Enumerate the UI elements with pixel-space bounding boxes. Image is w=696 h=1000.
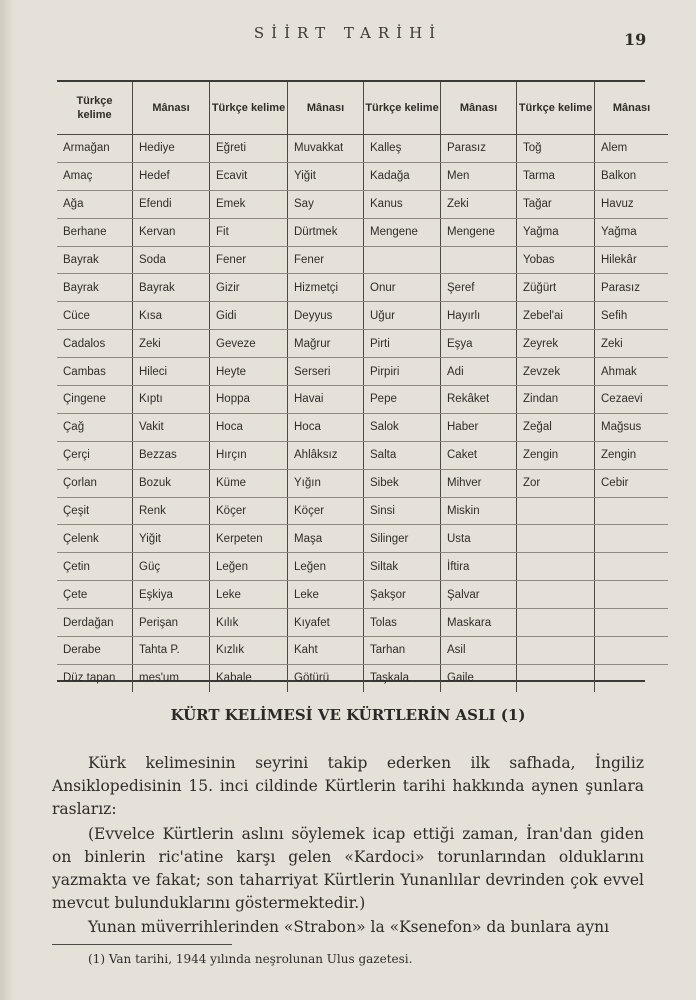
table-cell: Zevzek [517, 358, 595, 386]
table-cell: Usta [441, 525, 517, 553]
table-cell: Kılık [210, 609, 288, 637]
table-row [57, 469, 668, 497]
table-cell: Eşya [441, 330, 517, 358]
table-cell: Sibek [364, 469, 441, 497]
table-cell: Ahlâksız [288, 441, 364, 469]
table-cell: Zeki [441, 190, 517, 218]
table-cell: Leke [288, 581, 364, 609]
table-cell: Onur [364, 274, 441, 302]
table-cell: Çingene [57, 386, 133, 414]
table-cell: Çorlan [57, 469, 133, 497]
table-row [57, 330, 668, 358]
table-cell [595, 497, 669, 525]
table-cell: Pirpiri [364, 358, 441, 386]
running-title: SİİRT TARİHİ [253, 24, 443, 42]
table-cell [595, 609, 669, 637]
table-cell: Köçer [288, 497, 364, 525]
table-cell: Haber [441, 413, 517, 441]
table-cell: Silinger [364, 525, 441, 553]
table-cell: Emek [210, 190, 288, 218]
table-cell: Zengin [517, 441, 595, 469]
table-cell: Maşa [288, 525, 364, 553]
table-cell: Zindan [517, 386, 595, 414]
table-cell: Zeki [133, 330, 210, 358]
table-cell [517, 637, 595, 665]
table-header-cell: Türkçe kelime [364, 82, 441, 135]
table-header-row [57, 82, 668, 135]
table-cell: Bayrak [133, 274, 210, 302]
table-cell: Zengin [595, 441, 669, 469]
table-cell: Derabe [57, 637, 133, 665]
table-cell: Fener [288, 246, 364, 274]
table-cell: Uğur [364, 302, 441, 330]
table-cell: Yiğit [288, 162, 364, 190]
table-cell: Kadağa [364, 162, 441, 190]
table-cell: Hoppa [210, 386, 288, 414]
table-cell: Şeref [441, 274, 517, 302]
table-cell: Çelenk [57, 525, 133, 553]
table-cell [595, 637, 669, 665]
table-cell: Zeyrek [517, 330, 595, 358]
table-cell: Soda [133, 246, 210, 274]
table-cell: Gizir [210, 274, 288, 302]
table-row [57, 162, 668, 190]
table-row [57, 525, 668, 553]
table-cell: Leke [210, 581, 288, 609]
table-cell: Mihver [441, 469, 517, 497]
table-cell: Yobas [517, 246, 595, 274]
table-cell: Perişan [133, 609, 210, 637]
table-cell: Tarma [517, 162, 595, 190]
table-cell: Efendi [133, 190, 210, 218]
table-cell: Kalleş [364, 135, 441, 163]
table-cell: Amaç [57, 162, 133, 190]
table-cell: Deyyus [288, 302, 364, 330]
table-cell: Miskin [441, 497, 517, 525]
table-cell: Tağar [517, 190, 595, 218]
table-cell: Berhane [57, 218, 133, 246]
table-cell: Cadalos [57, 330, 133, 358]
table-cell: Rekâket [441, 386, 517, 414]
table-cell: Zeki [595, 330, 669, 358]
table-cell: Hediye [133, 135, 210, 163]
table-cell: Toğ [517, 135, 595, 163]
table-cell [517, 497, 595, 525]
table-cell: Siltak [364, 553, 441, 581]
table-row [57, 302, 668, 330]
table-cell: Kabale [210, 664, 288, 691]
table-header-cell: Türkçe kelime [210, 82, 288, 135]
table-cell: Kerpeten [210, 525, 288, 553]
table-cell: Cezaevi [595, 386, 669, 414]
footnote-divider [52, 944, 232, 945]
table-cell: Zor [517, 469, 595, 497]
table-cell: Mengene [441, 218, 517, 246]
table-cell: Kaht [288, 637, 364, 665]
table-header-cell: Mânası [595, 82, 669, 135]
table-cell: Kıptı [133, 386, 210, 414]
table-cell: Adi [441, 358, 517, 386]
table-row [57, 413, 668, 441]
table-cell: Bayrak [57, 274, 133, 302]
table-cell: Eğreti [210, 135, 288, 163]
table-header-cell: Mânası [133, 82, 210, 135]
table-cell: Sefih [595, 302, 669, 330]
table-cell [595, 553, 669, 581]
table-cell: Vakit [133, 413, 210, 441]
table-cell: Hilekâr [595, 246, 669, 274]
table-row [57, 218, 668, 246]
table-cell: Tahta P. [133, 637, 210, 665]
table-cell: Çetin [57, 553, 133, 581]
table-row [57, 664, 668, 691]
table-cell: Maskara [441, 609, 517, 637]
table-cell: Çete [57, 581, 133, 609]
table-cell: Eşkiya [133, 581, 210, 609]
table-cell: Cambas [57, 358, 133, 386]
table-cell: Ahmak [595, 358, 669, 386]
table-cell: Şalvar [441, 581, 517, 609]
table-cell: Renk [133, 497, 210, 525]
table-cell: Men [441, 162, 517, 190]
table-cell: Say [288, 190, 364, 218]
table-cell: Yağma [517, 218, 595, 246]
table-cell: Dürtmek [288, 218, 364, 246]
table-cell: Parasız [595, 274, 669, 302]
table-cell: Leğen [288, 553, 364, 581]
table-header-cell: Türkçe kelime [57, 82, 133, 135]
table-cell: Hoca [288, 413, 364, 441]
table-cell: Çağ [57, 413, 133, 441]
section-heading: KÜRT KELİMESİ VE KÜRTLERİN ASLI (1) [170, 706, 526, 724]
table-cell [595, 581, 669, 609]
table-row [57, 609, 668, 637]
table-cell: Hırçın [210, 441, 288, 469]
table-cell: Parasız [441, 135, 517, 163]
table-cell: Kızlık [210, 637, 288, 665]
table-cell: Küme [210, 469, 288, 497]
table-cell: Hedef [133, 162, 210, 190]
table-row [57, 637, 668, 665]
paragraph-2: (Evvelce Kürtlerin aslını söylemek icap ettiği zaman, İran'dan giden on binlerin ric'atine karşı gelen «Kardoci» torunlarından olduklarını yazmakta ve fakat; son taharriyat Kürtlerin Yunanlılar devrinden çok evvel mevcut bulunduklarını göstermektedir.) [52, 825, 644, 912]
table-cell: Kıyafet [288, 609, 364, 637]
table-header-cell: Türkçe kelime [517, 82, 595, 135]
table-cell: Bayrak [57, 246, 133, 274]
table-cell: mes'um [133, 664, 210, 691]
table-cell: Cüce [57, 302, 133, 330]
table-cell: Armağan [57, 135, 133, 163]
table-cell: Kanus [364, 190, 441, 218]
table-cell: Alem [595, 135, 669, 163]
table-row [57, 358, 668, 386]
table-cell: Bozuk [133, 469, 210, 497]
table-cell: Heyte [210, 358, 288, 386]
table-cell: Derdağan [57, 609, 133, 637]
table-cell: Sinsi [364, 497, 441, 525]
table-cell [517, 553, 595, 581]
table-row [57, 386, 668, 414]
table-cell: Çerçi [57, 441, 133, 469]
paragraph-1: Kürk kelimesinin seyrini takip ederken ilk safhada, İngiliz Ansiklopedisinin 15. inci cildinde Kürtlerin tarihi hakkında aynen şunlara raslarız: [52, 754, 644, 818]
table-cell: Ecavit [210, 162, 288, 190]
table-cell [364, 246, 441, 274]
table-cell: Çeşit [57, 497, 133, 525]
table-cell: Serseri [288, 358, 364, 386]
table-cell: Asil [441, 637, 517, 665]
table-cell [517, 525, 595, 553]
table-cell: Kervan [133, 218, 210, 246]
table-cell: Zeğal [517, 413, 595, 441]
table-cell: Ağa [57, 190, 133, 218]
table-cell: Yağma [595, 218, 669, 246]
table-cell: Leğen [210, 553, 288, 581]
table-cell: İftira [441, 553, 517, 581]
table-row [57, 553, 668, 581]
table-cell [517, 664, 595, 691]
table-cell: Züğürt [517, 274, 595, 302]
table-cell: Pepe [364, 386, 441, 414]
table-cell: Yiğit [133, 525, 210, 553]
table-header-cell: Mânası [288, 82, 364, 135]
table-cell [517, 581, 595, 609]
table-cell: Şakşor [364, 581, 441, 609]
table-cell: Caket [441, 441, 517, 469]
page-gutter-shadow [0, 0, 14, 1000]
table-cell: Düz tapan [57, 664, 133, 691]
paragraph-3: Yunan müverrihlerinden «Strabon» la «Ksenefon» da bunlara aynı [88, 918, 610, 936]
table-row [57, 135, 668, 163]
footnote: (1) Van tarihi, 1944 yılında neşrolunan Ulus gazetesi. [88, 952, 413, 966]
table-row [57, 441, 668, 469]
table-cell: Havuz [595, 190, 669, 218]
table-cell: Fit [210, 218, 288, 246]
glossary-table [57, 82, 668, 692]
table-cell: Mağrur [288, 330, 364, 358]
page-number: 19 [624, 30, 647, 49]
table-cell [517, 609, 595, 637]
word-table [57, 80, 651, 685]
table-cell: Geveze [210, 330, 288, 358]
table-cell: Salta [364, 441, 441, 469]
table-header-cell: Mânası [441, 82, 517, 135]
table-row [57, 246, 668, 274]
table-cell: Zebel'ai [517, 302, 595, 330]
table-cell: Gaile [441, 664, 517, 691]
table-cell: Havai [288, 386, 364, 414]
table-body [57, 135, 668, 692]
table-cell: Köçer [210, 497, 288, 525]
table-cell: Hizmetçi [288, 274, 364, 302]
table-cell: Hileci [133, 358, 210, 386]
table-cell: Cebir [595, 469, 669, 497]
table-cell: Mengene [364, 218, 441, 246]
table-row [57, 190, 668, 218]
table-row [57, 274, 668, 302]
table-cell: Pirti [364, 330, 441, 358]
table-cell: Hayırlı [441, 302, 517, 330]
table-cell: Salok [364, 413, 441, 441]
table-cell: Yığın [288, 469, 364, 497]
table-cell: Güç [133, 553, 210, 581]
table-row [57, 497, 668, 525]
table-cell: Mağsus [595, 413, 669, 441]
table-cell [595, 525, 669, 553]
table-cell: Muvakkat [288, 135, 364, 163]
table-cell: Gidi [210, 302, 288, 330]
table-cell: Taşkala [364, 664, 441, 691]
table-cell [441, 246, 517, 274]
table-cell: Balkon [595, 162, 669, 190]
table-cell: Fener [210, 246, 288, 274]
table-cell: Bezzas [133, 441, 210, 469]
table-cell: Tarhan [364, 637, 441, 665]
table-cell [595, 664, 669, 691]
table-cell: Götürü [288, 664, 364, 691]
table-cell: Tolas [364, 609, 441, 637]
table-cell: Hoca [210, 413, 288, 441]
table-row [57, 581, 668, 609]
table-cell: Kısa [133, 302, 210, 330]
